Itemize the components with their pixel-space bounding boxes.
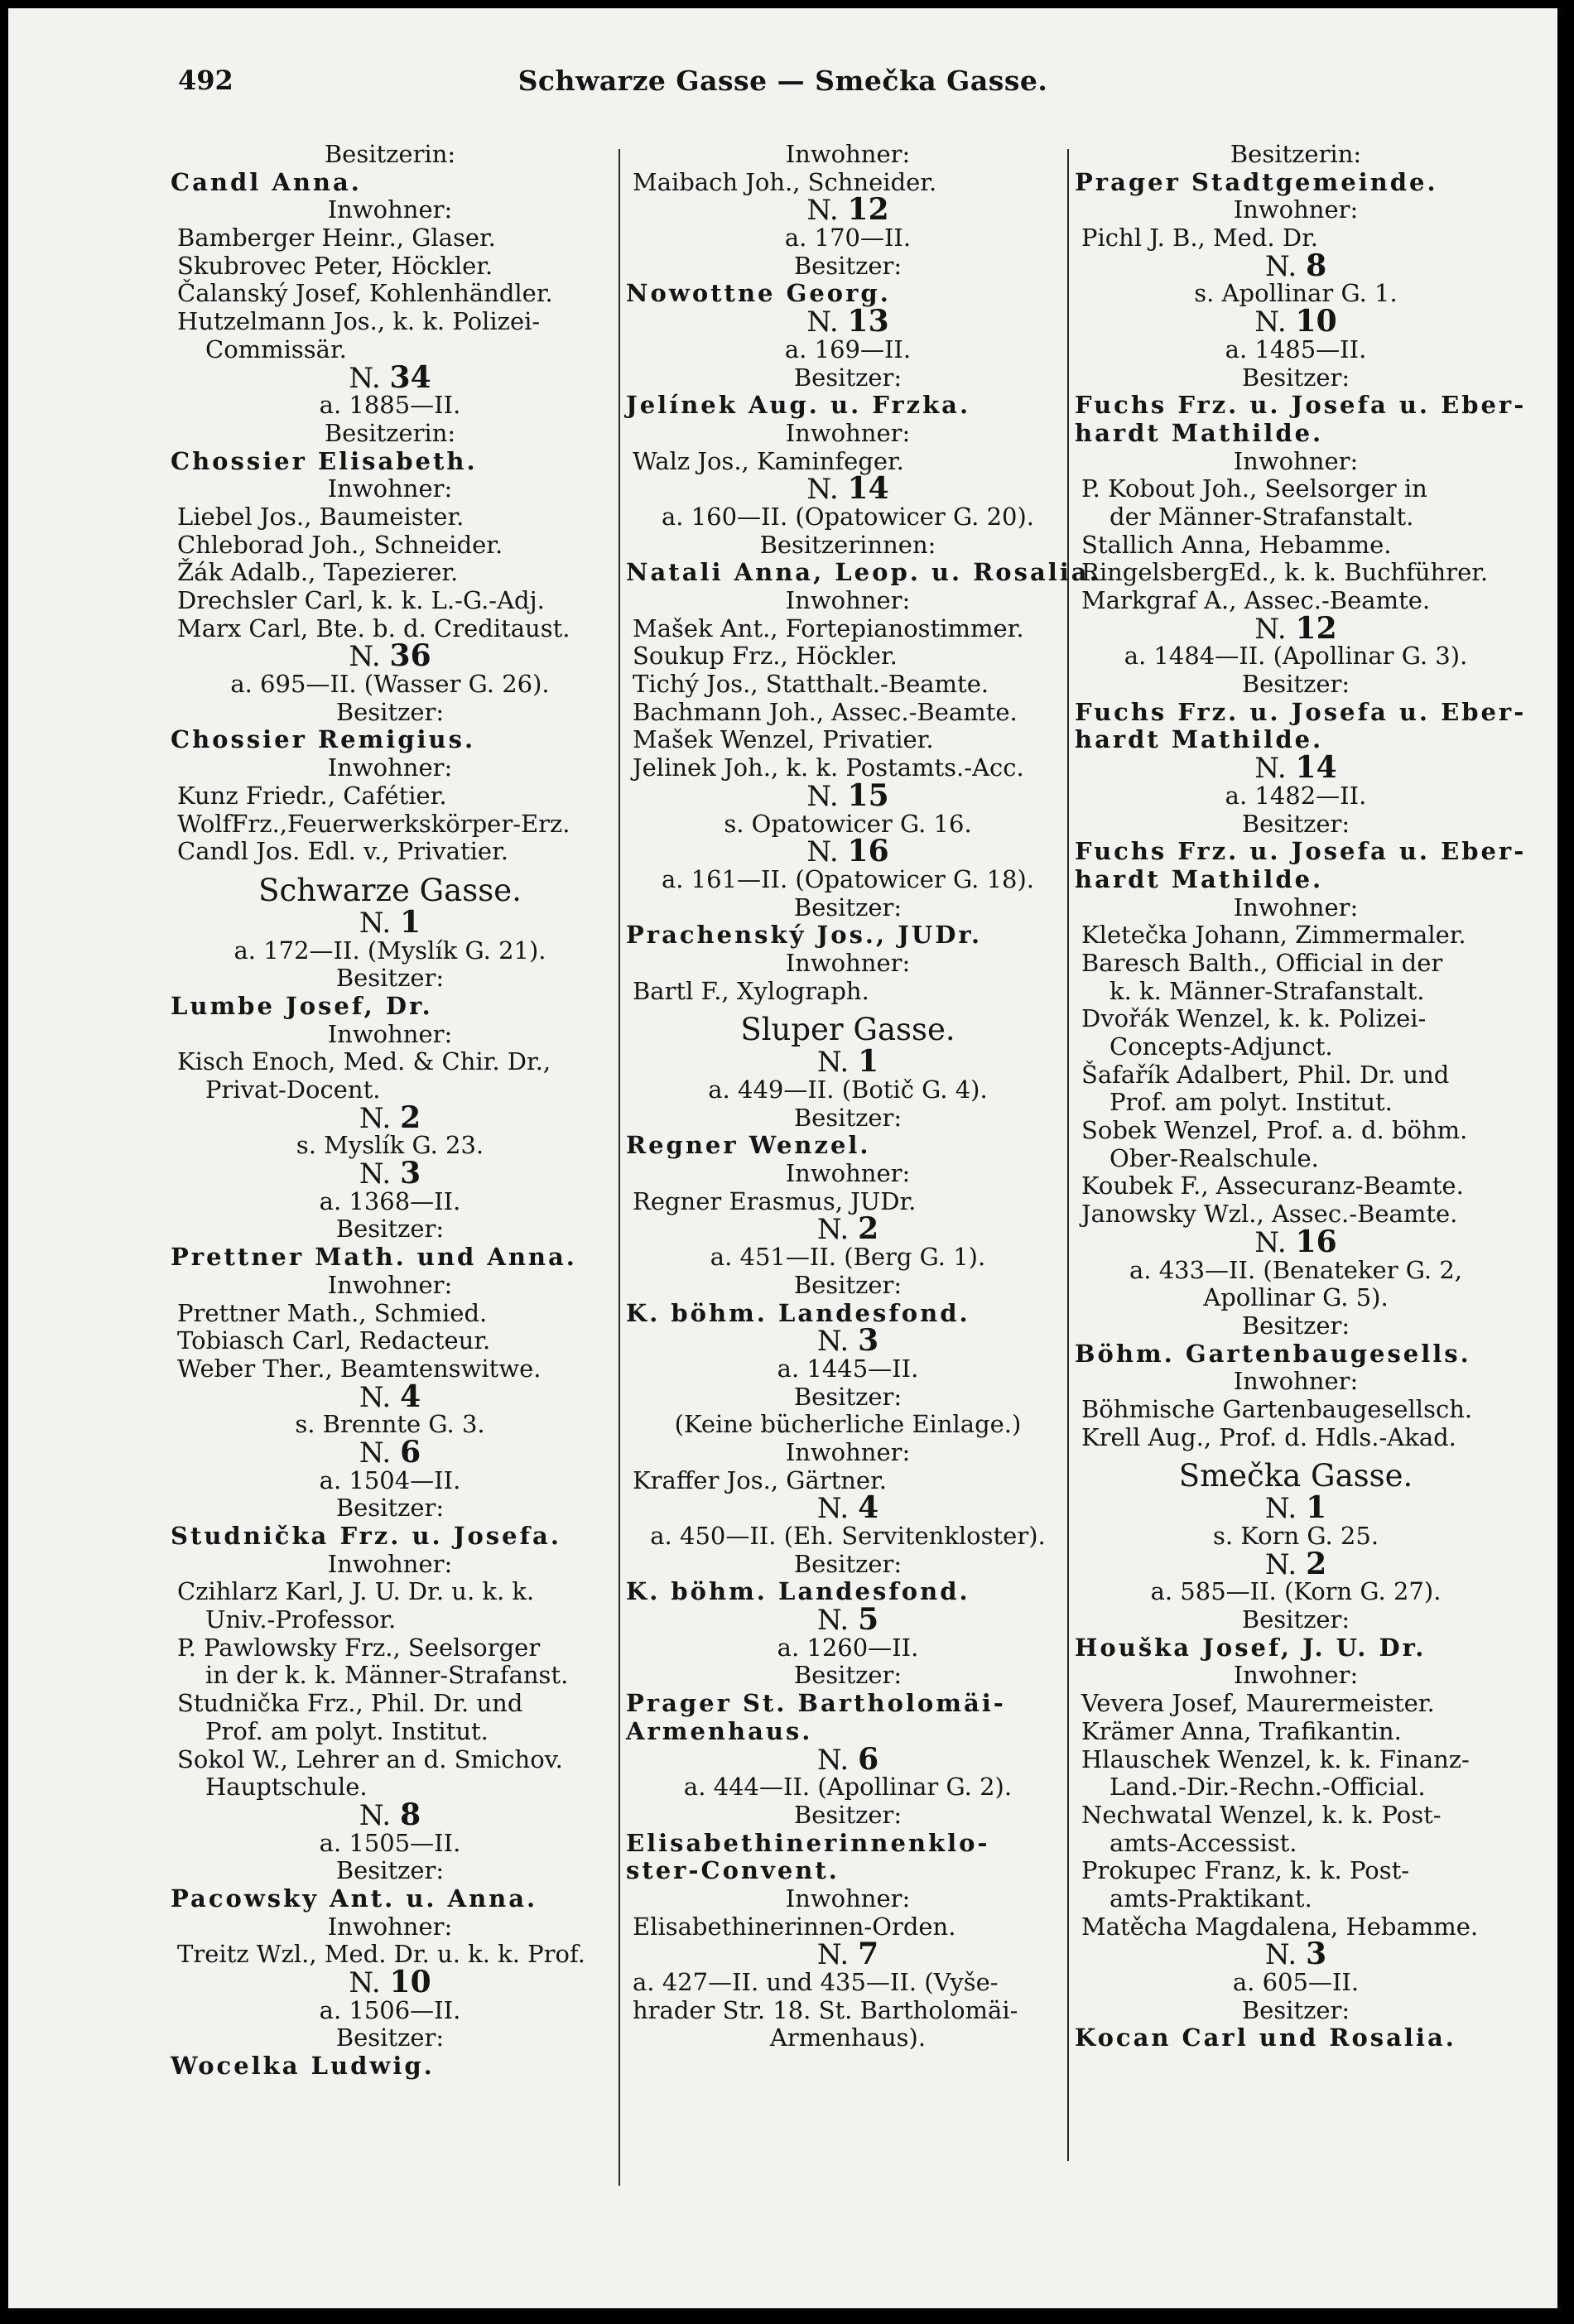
- role-label: Inwohner:: [1233, 446, 1359, 475]
- house-number-prefix: N.: [816, 1492, 850, 1526]
- house-number: [626, 1323, 1070, 1359]
- owner-entry: K. böhm. Landesfond.: [626, 1298, 970, 1327]
- resident-entry: Šafařík Adalbert, Phil. Dr. und: [1081, 1060, 1450, 1089]
- owner-entry: Prachenský Jos., JUDr.: [626, 921, 983, 950]
- role-label: Inwohner:: [785, 586, 911, 614]
- resident-entry: Mašek Wenzel, Privatier.: [633, 725, 934, 754]
- resident-entry: Chleborad Joh., Schneider.: [177, 530, 503, 559]
- resident-entry: Prettner Math., Schmied.: [177, 1298, 488, 1327]
- house-number: [1075, 1937, 1517, 1972]
- house-number-value: 1: [858, 1044, 879, 1080]
- owner-entry: Studnička Frz. u. Josefa.: [171, 1522, 561, 1550]
- house-number-value: 10: [389, 1965, 431, 1999]
- house-number: [626, 304, 1070, 339]
- house-number: [1075, 610, 1517, 646]
- entry-continuation: Prof. am polyt. Institut.: [1110, 1088, 1393, 1117]
- owner-entry: Houška Josef, J. U. Dr.: [1075, 1633, 1427, 1662]
- role-label: Inwohner:: [785, 1884, 911, 1913]
- house-number: [171, 1965, 609, 1999]
- house-number: [626, 192, 1070, 228]
- role-label: Besitzer:: [793, 1800, 903, 1829]
- role-label: Inwohner:: [1233, 1367, 1359, 1396]
- house-number-prefix: N.: [1264, 1492, 1297, 1526]
- house-number-value: 5: [858, 1602, 879, 1638]
- owner-entry: hardt Mathilde.: [1075, 418, 1324, 447]
- role-label: Inwohner:: [1233, 893, 1359, 921]
- column-2: [626, 140, 1100, 2052]
- resident-entry: Krämer Anna, Trafikantin.: [1081, 1716, 1402, 1745]
- resident-entry: Kraffer Jos., Gärtner.: [633, 1465, 887, 1494]
- resident-entry: a. 427—II. und 435—II. (Vyše-: [633, 1968, 999, 1996]
- house-number-prefix: N.: [349, 1966, 381, 1999]
- resident-entry: Bartl F., Xylograph.: [633, 976, 869, 1005]
- house-number-value: 12: [847, 192, 889, 228]
- house-number-value: 6: [858, 1741, 879, 1777]
- role-label: Inwohner:: [785, 1159, 911, 1188]
- resident-entry: Janowsky Wzl., Assec.-Beamte.: [1081, 1200, 1458, 1229]
- role-label: Inwohner:: [327, 753, 453, 782]
- resident-entry: Nechwatal Wenzel, k. k. Post-: [1081, 1800, 1442, 1829]
- address-line: a. 585—II. (Korn G. 27).: [1150, 1577, 1442, 1606]
- owner-entry: Prettner Math. und Anna.: [171, 1243, 577, 1272]
- resident-entry: Elisabethinerinnen-Orden.: [633, 1912, 956, 1941]
- address-line: a. 170—II.: [784, 224, 912, 253]
- address-line: a. 169—II.: [784, 334, 912, 363]
- entry-continuation: Land.-Dir.-Rechn.-Official.: [1110, 1773, 1426, 1802]
- address-line: Armenhaus).: [769, 2023, 927, 2052]
- house-number-prefix: N.: [816, 1213, 850, 1247]
- house-number: [1075, 750, 1517, 786]
- role-label: Besitzer:: [1241, 363, 1350, 392]
- entry-continuation: in der k. k. Männer-Strafanst.: [205, 1661, 569, 1690]
- role-label: Besitzer:: [793, 1661, 903, 1690]
- entry-continuation: Concepts-Adjunct.: [1110, 1032, 1333, 1061]
- house-number: [171, 1434, 609, 1470]
- house-number: [171, 1099, 609, 1135]
- role-label: Inwohner:: [327, 1019, 453, 1048]
- house-number-value: 4: [400, 1379, 421, 1414]
- role-label: Besitzer:: [335, 2023, 445, 2052]
- resident-entry: Pichl J. B., Med. Dr.: [1081, 224, 1318, 253]
- owner-entry: Chossier Elisabeth.: [171, 446, 478, 475]
- house-number-prefix: N.: [1254, 1225, 1287, 1259]
- house-number-value: 1: [400, 904, 421, 940]
- house-number-prefix: N.: [359, 1798, 392, 1832]
- address-line: a. 695—II. (Wasser G. 26).: [230, 670, 550, 699]
- owner-entry: Regner Wenzel.: [626, 1131, 871, 1160]
- role-label: Besitzer:: [793, 1382, 903, 1411]
- address-line: a. 1885—II.: [319, 391, 461, 420]
- owner-entry: hardt Mathilde.: [1075, 864, 1324, 893]
- address-line: s. Apollinar G. 1.: [1194, 279, 1398, 308]
- role-label: Besitzer:: [1241, 809, 1350, 838]
- resident-entry: Studnička Frz., Phil. Dr. und: [177, 1689, 523, 1718]
- house-number-prefix: N.: [359, 1436, 392, 1470]
- role-label: Inwohner:: [785, 1437, 911, 1466]
- house-number-prefix: N.: [806, 194, 839, 228]
- house-number-prefix: N.: [1254, 306, 1287, 339]
- house-number: [626, 471, 1070, 507]
- resident-entry: P. Pawlowsky Frz., Seelsorger: [177, 1633, 541, 1662]
- role-label: Besitzer:: [1241, 1995, 1350, 2024]
- house-number-prefix: N.: [1254, 612, 1287, 646]
- address-line: a. 449—II. (Botič G. 4).: [708, 1075, 988, 1104]
- house-number-prefix: N.: [349, 640, 381, 674]
- entry-continuation: Univ.-Professor.: [205, 1605, 397, 1634]
- resident-entry: Jelinek Joh., k. k. Postamts.-Acc.: [633, 753, 1024, 782]
- column-3: [1075, 140, 1527, 2052]
- resident-entry: Krell Aug., Prof. d. Hdls.-Akad.: [1081, 1422, 1456, 1451]
- resident-entry: Baresch Balth., Official in der: [1081, 948, 1443, 977]
- house-number-value: 1: [1306, 1490, 1327, 1526]
- address-line: a. 1484—II. (Apollinar G. 3).: [1124, 642, 1468, 671]
- address-line: Apollinar G. 5).: [1203, 1283, 1389, 1312]
- resident-entry: Soukup Frz., Höckler.: [633, 642, 898, 671]
- house-number: [626, 1602, 1070, 1638]
- role-label: Besitzer:: [793, 1270, 903, 1299]
- resident-entry: Čalanský Josef, Kohlenhändler.: [177, 279, 553, 308]
- entry-continuation: Commissär.: [205, 334, 347, 363]
- role-label: Besitzerinnen:: [759, 530, 936, 559]
- resident-entry: hrader Str. 18. St. Bartholomäi-: [633, 1995, 1018, 2024]
- house-number: [171, 359, 609, 395]
- resident-entry: WolfFrz.,Feuerwerkskörper-Erz.: [177, 809, 570, 838]
- owner-entry: Prager Stadtgemeinde.: [1075, 167, 1438, 196]
- house-number-prefix: N.: [1264, 249, 1297, 283]
- role-label: Besitzer:: [793, 251, 903, 280]
- role-label: Besitzer:: [335, 964, 445, 993]
- house-number-value: 3: [1306, 1937, 1327, 1972]
- page-number: 492: [178, 65, 233, 96]
- column-divider: [619, 149, 620, 2186]
- owner-entry: Fuchs Frz. u. Josefa u. Eber-: [1075, 697, 1527, 726]
- house-number-value: 36: [389, 638, 431, 674]
- house-number-prefix: N.: [349, 361, 381, 395]
- resident-entry: Böhmische Gartenbaugesellsch.: [1081, 1394, 1473, 1423]
- resident-entry: Hlauschek Wenzel, k. k. Finanz-: [1081, 1744, 1470, 1773]
- role-label: Inwohner:: [785, 140, 911, 168]
- page-title: Schwarze Gasse — Smečka Gasse.: [517, 65, 1048, 97]
- resident-entry: RingelsbergEd., k. k. Buchführer.: [1081, 558, 1489, 587]
- resident-entry: Mašek Ant., Fortepianostimmer.: [633, 613, 1024, 642]
- house-number-value: 14: [1295, 750, 1337, 786]
- house-number: [171, 904, 609, 940]
- address-line: a. 172—II. (Myslík G. 21).: [233, 936, 546, 965]
- resident-entry: Žák Adalb., Tapezierer.: [177, 558, 459, 587]
- resident-entry: Matěcha Magdalena, Hebamme.: [1081, 1912, 1479, 1941]
- owner-entry: K. böhm. Landesfond.: [626, 1577, 970, 1606]
- house-number-prefix: N.: [806, 473, 839, 507]
- house-number-prefix: N.: [359, 906, 392, 940]
- role-label: Besitzerin:: [324, 418, 456, 447]
- owner-entry: Elisabethinerinnenklo-: [626, 1828, 990, 1857]
- resident-entry: Bamberger Heinr., Glaser.: [177, 224, 496, 253]
- entry-continuation: amts-Praktikant.: [1110, 1884, 1312, 1913]
- house-number-prefix: N.: [1254, 752, 1287, 786]
- house-number-value: 7: [858, 1937, 879, 1972]
- house-number: [626, 1211, 1070, 1247]
- owner-entry: Natali Anna, Leop. u. Rosalia.: [626, 558, 1100, 587]
- address-line: a. 1505—II.: [319, 1828, 461, 1857]
- address-line: a. 1485—II.: [1225, 334, 1367, 363]
- house-number-value: 8: [400, 1797, 421, 1832]
- house-number-prefix: N.: [816, 1743, 850, 1777]
- house-number-value: 3: [400, 1156, 421, 1191]
- address-line: a. 444—II. (Apollinar G. 2).: [683, 1773, 1013, 1802]
- address-line: a. 451—II. (Berg G. 1).: [710, 1243, 986, 1272]
- owner-entry: hardt Mathilde.: [1075, 725, 1324, 754]
- street-heading: Smečka Gasse.: [1178, 1458, 1413, 1494]
- house-number-prefix: N.: [816, 1938, 850, 1972]
- role-label: Inwohner:: [1233, 1661, 1359, 1690]
- house-number: [1075, 304, 1517, 339]
- resident-entry: Tichý Jos., Statthalt.-Beamte.: [633, 670, 989, 699]
- resident-entry: Liebel Jos., Baumeister.: [177, 502, 464, 531]
- owner-entry: Pacowsky Ant. u. Anna.: [171, 1884, 538, 1913]
- owner-entry: Prager St. Bartholomäi-: [626, 1689, 1006, 1718]
- house-number: [171, 1797, 609, 1832]
- house-number-value: 34: [389, 359, 431, 395]
- resident-entry: Dvořák Wenzel, k. k. Polizei-: [1081, 1004, 1427, 1033]
- resident-entry: Bachmann Joh., Assec.-Beamte.: [633, 697, 1018, 726]
- resident-entry: Czihlarz Karl, J. U. Dr. u. k. k.: [177, 1577, 535, 1606]
- address-line: a. 1260—II.: [777, 1633, 919, 1662]
- street-heading: Schwarze Gasse.: [258, 872, 522, 908]
- house-number-prefix: N.: [816, 1604, 850, 1638]
- role-label: Besitzer:: [335, 697, 445, 726]
- owner-entry: Chossier Remigius.: [171, 725, 476, 754]
- resident-entry: Sokol W., Lehrer an d. Smichov.: [177, 1744, 563, 1773]
- resident-entry: Marx Carl, Bte. b. d. Creditaust.: [177, 613, 570, 642]
- resident-entry: Sobek Wenzel, Prof. a. d. böhm.: [1081, 1116, 1468, 1145]
- house-number-prefix: N.: [359, 1380, 392, 1414]
- resident-entry: Maibach Joh., Schneider.: [633, 167, 937, 196]
- resident-entry: Prokupec Franz, k. k. Post-: [1081, 1856, 1410, 1885]
- house-number-prefix: N.: [806, 779, 839, 813]
- owner-entry: Fuchs Frz. u. Josefa u. Eber-: [1075, 391, 1527, 420]
- role-label: Inwohner:: [327, 1912, 453, 1941]
- resident-entry: Regner Erasmus, JUDr.: [633, 1186, 917, 1215]
- address-line: a. 1445—II.: [777, 1354, 919, 1383]
- address-line: a. 1482—II.: [1225, 781, 1367, 810]
- resident-entry: Walz Jos., Kaminfeger.: [633, 446, 904, 475]
- resident-entry: Skubrovec Peter, Höckler.: [177, 251, 493, 280]
- address-line: s. Brennte G. 3.: [295, 1410, 485, 1439]
- house-number: [626, 1937, 1070, 1972]
- house-number: [626, 1741, 1070, 1777]
- house-number: [626, 1044, 1070, 1080]
- address-line: (Keine bücherliche Einlage.): [674, 1410, 1022, 1439]
- role-label: Besitzerin:: [1230, 140, 1362, 168]
- house-number: [626, 777, 1070, 813]
- house-number-prefix: N.: [1264, 1547, 1297, 1581]
- role-label: Besitzer:: [335, 1215, 445, 1244]
- house-number-value: 2: [1306, 1546, 1327, 1581]
- house-number: [171, 1156, 609, 1191]
- role-label: Besitzer:: [335, 1856, 445, 1885]
- resident-entry: P. Kobout Joh., Seelsorger in: [1081, 474, 1427, 503]
- role-label: Besitzer:: [1241, 1605, 1350, 1634]
- entry-continuation: k. k. Männer-Strafanstalt.: [1110, 976, 1425, 1005]
- resident-entry: Treitz Wzl., Med. Dr. u. k. k. Prof.: [177, 1940, 585, 1969]
- role-label: Inwohner:: [1233, 195, 1359, 224]
- house-number-value: 6: [400, 1434, 421, 1470]
- house-number: [626, 1490, 1070, 1526]
- entry-continuation: Hauptschule.: [205, 1773, 368, 1802]
- address-line: s. Myslík G. 23.: [296, 1131, 484, 1160]
- house-number-value: 16: [1295, 1224, 1337, 1259]
- house-number-value: 10: [1295, 304, 1337, 339]
- address-line: a. 1506—II.: [319, 1995, 461, 2024]
- entry-continuation: Prof. am polyt. Institut.: [205, 1716, 489, 1745]
- address-line: a. 160—II. (Opatowicer G. 20).: [661, 502, 1035, 531]
- resident-entry: Kletečka Johann, Zimmermaler.: [1081, 921, 1466, 950]
- house-number-value: 15: [847, 777, 889, 813]
- house-number-prefix: N.: [359, 1101, 392, 1135]
- resident-entry: Weber Ther., Beamtenswitwe.: [177, 1354, 542, 1383]
- owner-entry: Candl Anna.: [171, 167, 362, 196]
- role-label: Besitzer:: [793, 1549, 903, 1578]
- role-label: Besitzer:: [335, 1494, 445, 1523]
- address-line: a. 450—II. (Eh. Servitenkloster).: [650, 1522, 1046, 1550]
- house-number: [1075, 1490, 1517, 1526]
- page-header: [8, 65, 1557, 106]
- owner-entry: Wocelka Ludwig.: [171, 2052, 435, 2081]
- house-number-value: 2: [858, 1211, 879, 1247]
- resident-entry: Markgraf A., Assec.-Beamte.: [1081, 586, 1431, 614]
- role-label: Besitzer:: [793, 893, 903, 921]
- resident-entry: Stallich Anna, Hebamme.: [1081, 530, 1392, 559]
- resident-entry: Candl Jos. Edl. v., Privatier.: [177, 837, 508, 866]
- owner-entry: Kocan Carl und Rosalia.: [1075, 2023, 1456, 2052]
- owner-entry: Armenhaus.: [626, 1716, 813, 1745]
- house-number: [626, 834, 1070, 869]
- resident-entry: Hutzelmann Jos., k. k. Polizei-: [177, 307, 541, 336]
- house-number-prefix: N.: [816, 1046, 850, 1080]
- house-number-prefix: N.: [806, 306, 839, 339]
- directory-page: [8, 8, 1557, 2308]
- role-label: Besitzer:: [1241, 670, 1350, 699]
- address-line: a. 161—II. (Opatowicer G. 18).: [661, 864, 1035, 893]
- resident-entry: Vevera Josef, Maurermeister.: [1081, 1689, 1435, 1718]
- house-number-value: 3: [858, 1323, 879, 1359]
- address-line: a. 1504—II.: [319, 1465, 461, 1494]
- resident-entry: Tobiasch Carl, Redacteur.: [177, 1326, 491, 1355]
- resident-entry: Drechsler Carl, k. k. L.-G.-Adj.: [177, 586, 545, 614]
- resident-entry: Kisch Enoch, Med. & Chir. Dr.,: [177, 1047, 551, 1076]
- address-line: a. 1368—II.: [319, 1186, 461, 1215]
- role-label: Inwohner:: [785, 418, 911, 447]
- house-number: [1075, 248, 1517, 283]
- house-number: [171, 1379, 609, 1414]
- house-number-prefix: N.: [816, 1325, 850, 1359]
- role-label: Inwohner:: [785, 948, 911, 977]
- house-number-value: 2: [400, 1099, 421, 1135]
- owner-entry: Jelínek Aug. u. Frzka.: [626, 391, 971, 420]
- owner-entry: Lumbe Josef, Dr.: [171, 991, 433, 1020]
- house-number-value: 16: [847, 834, 889, 869]
- role-label: Inwohner:: [327, 195, 453, 224]
- entry-continuation: der Männer-Strafanstalt.: [1110, 502, 1414, 531]
- house-number-prefix: N.: [1264, 1938, 1297, 1972]
- role-label: Besitzer:: [793, 1103, 903, 1132]
- house-number-value: 13: [847, 304, 889, 339]
- role-label: Inwohner:: [327, 1270, 453, 1299]
- house-number-prefix: N.: [359, 1157, 392, 1191]
- house-number: [1075, 1546, 1517, 1581]
- address-line: s. Opatowicer G. 16.: [724, 809, 972, 838]
- role-label: Inwohner:: [327, 474, 453, 503]
- street-heading: Sluper Gasse.: [740, 1012, 955, 1048]
- owner-entry: ster-Convent.: [626, 1856, 840, 1885]
- entry-continuation: Ober-Realschule.: [1110, 1143, 1319, 1172]
- house-number: [1075, 1224, 1517, 1259]
- resident-entry: Koubek F., Assecuranz-Beamte.: [1081, 1172, 1464, 1200]
- resident-entry: Kunz Friedr., Cafétier.: [177, 781, 447, 810]
- house-number: [171, 638, 609, 674]
- column-1: [171, 141, 609, 2081]
- role-label: Inwohner:: [327, 1549, 453, 1578]
- house-number-value: 8: [1306, 248, 1327, 283]
- entry-continuation: amts-Accessist.: [1110, 1828, 1297, 1857]
- role-label: Besitzer:: [793, 363, 903, 392]
- owner-entry: Fuchs Frz. u. Josefa u. Eber-: [1075, 837, 1527, 866]
- owner-entry: Böhm. Gartenbaugesells.: [1075, 1339, 1471, 1368]
- address-line: s. Korn G. 25.: [1212, 1522, 1379, 1550]
- house-number-prefix: N.: [806, 835, 839, 869]
- role-label: Besitzer:: [1241, 1311, 1350, 1340]
- entry-continuation: Privat-Docent.: [205, 1075, 381, 1104]
- address-line: a. 605—II.: [1232, 1968, 1360, 1996]
- address-line: a. 433—II. (Benateker G. 2,: [1129, 1255, 1463, 1284]
- house-number-value: 12: [1295, 610, 1337, 646]
- owner-entry: Nowottne Georg.: [626, 279, 891, 308]
- house-number-value: 14: [847, 471, 889, 507]
- role-label: Besitzerin:: [324, 140, 456, 168]
- house-number-value: 4: [858, 1490, 879, 1526]
